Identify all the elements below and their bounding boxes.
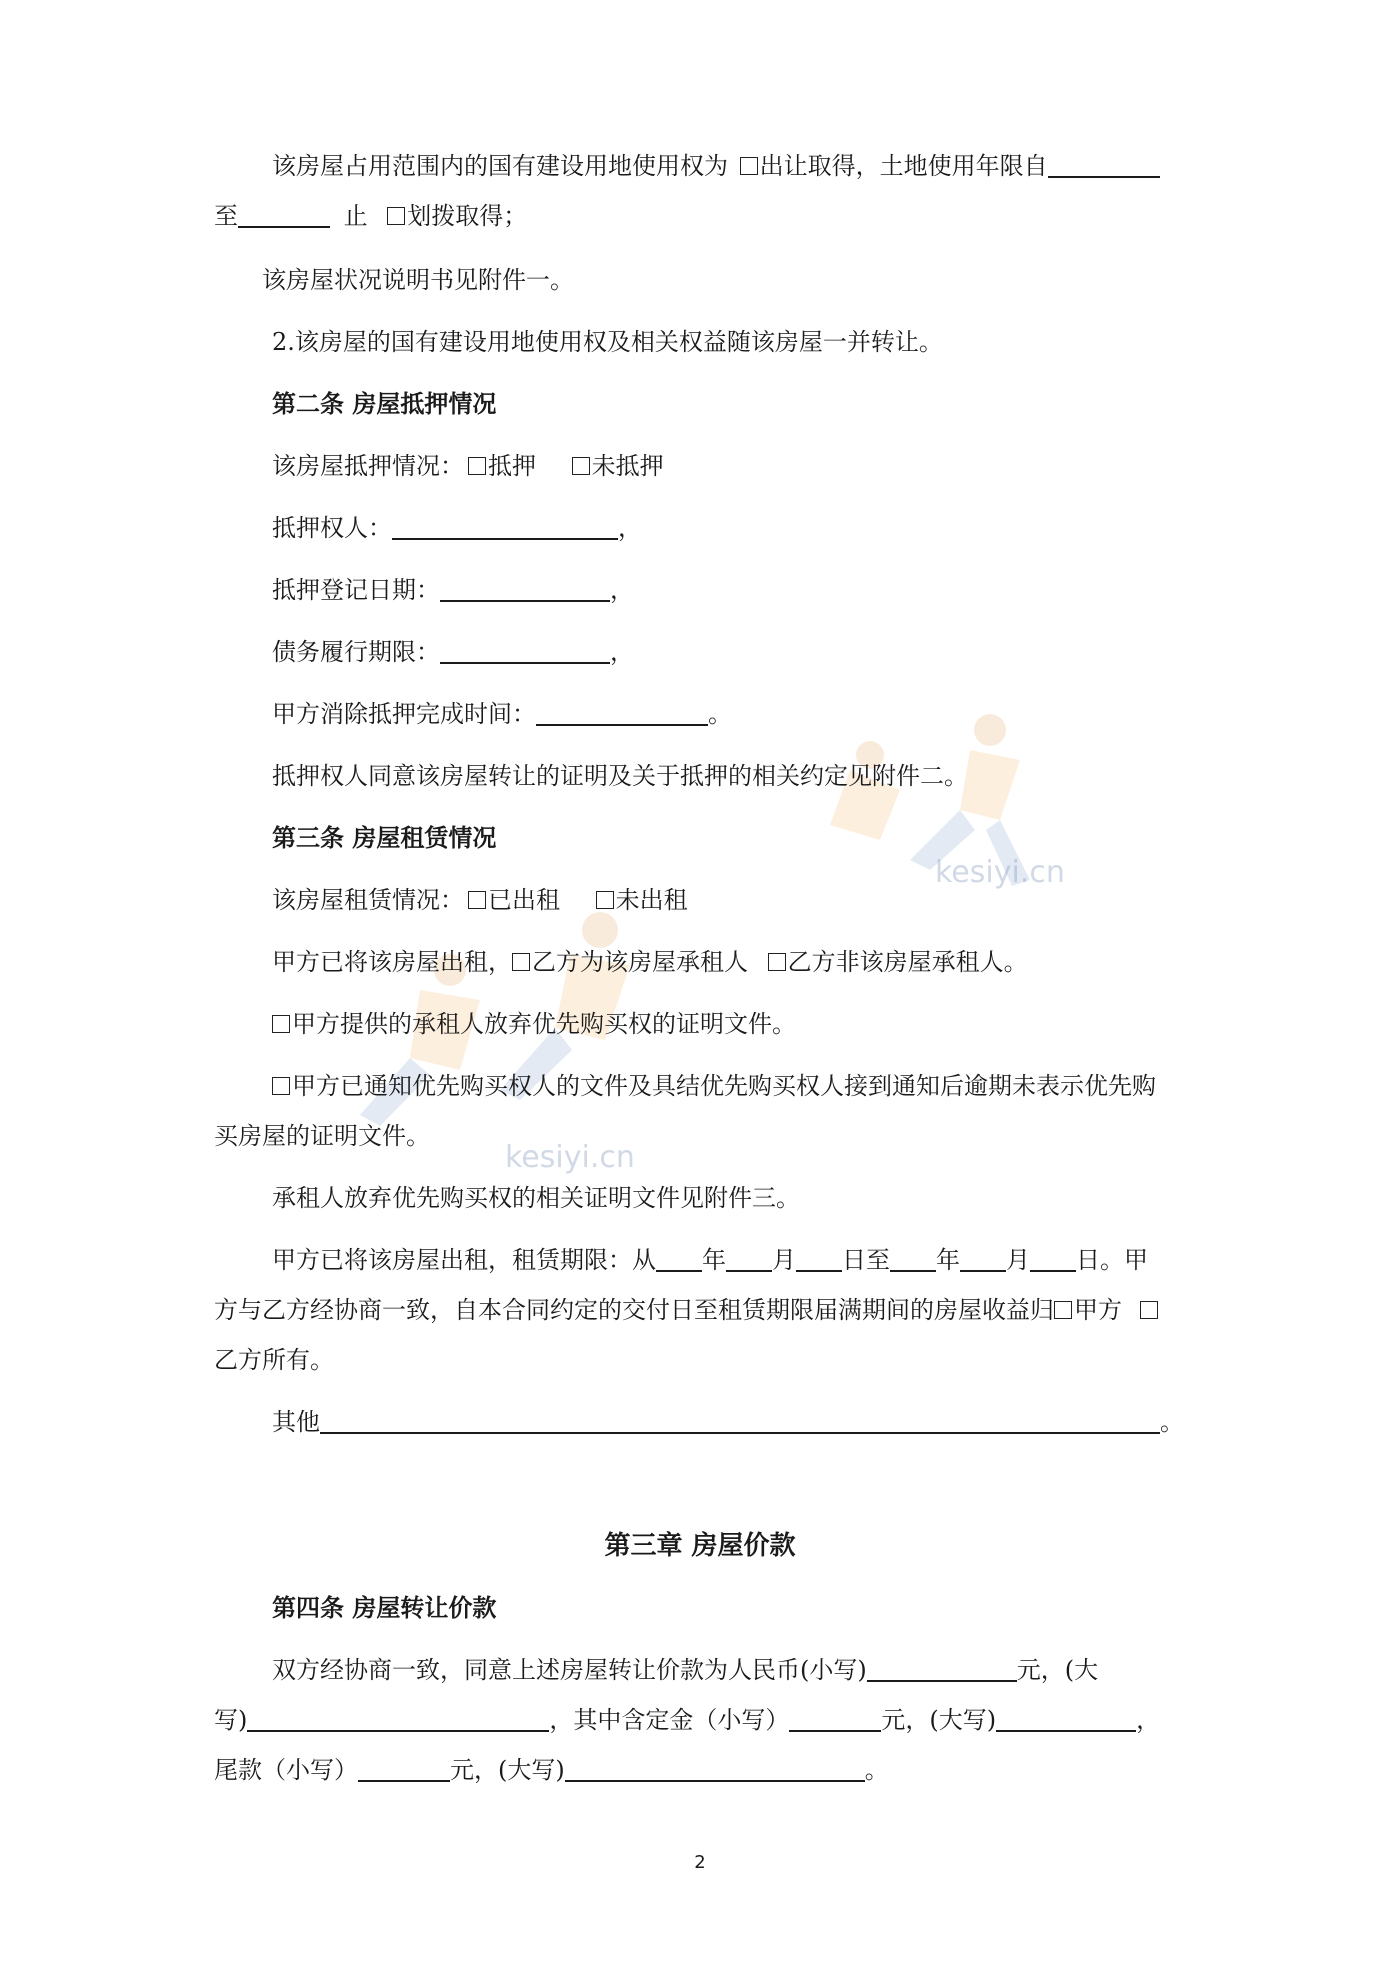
- other-line: 其他 。: [272, 1408, 1184, 1436]
- lease-status-line: 该房屋租赁情况： 已出租 未出租: [272, 886, 688, 914]
- attachment-2-note: 抵押权人同意该房屋转让的证明及关于抵押的相关约定见附件二。: [272, 762, 968, 790]
- watermark-text: kesiyi.cn: [935, 855, 1065, 890]
- lease-end-day-blank[interactable]: [1030, 1246, 1076, 1272]
- price-line-1: 双方经协商一致，同意上述房屋转让价款为人民币(小写) 元，(大: [272, 1656, 1099, 1684]
- checkbox-icon[interactable]: [468, 891, 486, 909]
- lease-period-line: 甲方已将该房屋出租，租赁期限：从 年 月 日至 年 月 日。甲: [272, 1246, 1148, 1274]
- checkbox-icon[interactable]: [572, 457, 590, 475]
- item-2-paragraph: 2.该房屋的国有建设用地使用权及相关权益随该房屋一并转让。: [272, 328, 943, 356]
- other-blank[interactable]: [320, 1408, 1160, 1434]
- checkbox-icon[interactable]: [272, 1077, 290, 1095]
- article-3-title: 第三条 房屋租赁情况: [272, 824, 497, 852]
- attachment-3-note: 承租人放弃优先购买权的相关证明文件见附件三。: [272, 1184, 800, 1212]
- deposit-small-blank[interactable]: [789, 1706, 881, 1732]
- notice-line-1: 甲方已通知优先购买权人的文件及具结优先购买权人接到通知后逾期未表示优先购: [272, 1070, 1156, 1102]
- income-line-1: 方与乙方经协商一致，自本合同约定的交付日至租赁期限届满期间的房屋收益归 甲方: [214, 1294, 1160, 1326]
- land-use-end-blank[interactable]: [238, 202, 330, 228]
- checkbox-icon[interactable]: [740, 157, 758, 175]
- release-time-line: 甲方消除抵押完成时间： 。: [272, 700, 732, 728]
- debt-term-line: 债务履行期限： ，: [272, 638, 634, 666]
- waiver-line: 甲方提供的承租人放弃优先购买权的证明文件。: [272, 1008, 796, 1040]
- price-capital-blank[interactable]: [247, 1706, 549, 1732]
- watermark-text: kesiyi.cn: [505, 1140, 635, 1175]
- mortgage-date-blank[interactable]: [440, 576, 610, 602]
- lease-start-day-blank[interactable]: [796, 1246, 842, 1272]
- release-time-blank[interactable]: [536, 700, 708, 726]
- mortgagee-blank[interactable]: [392, 514, 618, 540]
- mortgagee-line: 抵押权人： ，: [272, 514, 642, 542]
- lease-start-month-blank[interactable]: [726, 1246, 772, 1272]
- checkbox-icon[interactable]: [512, 953, 530, 971]
- checkbox-icon[interactable]: [596, 891, 614, 909]
- lease-end-year-blank[interactable]: [890, 1246, 936, 1272]
- checkbox-icon[interactable]: [272, 1015, 290, 1033]
- balance-capital-blank[interactable]: [565, 1756, 865, 1782]
- article-2-title: 第二条 房屋抵押情况: [272, 390, 497, 418]
- deposit-capital-blank[interactable]: [996, 1706, 1136, 1732]
- mortgage-date-line: 抵押登记日期： ，: [272, 576, 634, 604]
- checkbox-icon[interactable]: [468, 457, 486, 475]
- checkbox-icon[interactable]: [1054, 1301, 1072, 1319]
- article-4-title: 第四条 房屋转让价款: [272, 1594, 497, 1622]
- land-use-start-blank[interactable]: [1048, 152, 1160, 178]
- income-line-2: 乙方所有。: [214, 1346, 334, 1374]
- lease-start-year-blank[interactable]: [656, 1246, 702, 1272]
- tenant-line: 甲方已将该房屋出租， 乙方为该房屋承租人 乙方非该房屋承租人。: [272, 948, 1028, 976]
- page-number: 2: [694, 1852, 706, 1873]
- checkbox-icon[interactable]: [387, 207, 405, 225]
- checkbox-icon[interactable]: [1140, 1301, 1158, 1319]
- price-line-3: 尾款（小写） 元，(大写) 。: [214, 1756, 889, 1784]
- price-line-2: 写) ，其中含定金（小写） 元，(大写) ，: [214, 1706, 1161, 1734]
- lease-end-month-blank[interactable]: [960, 1246, 1006, 1272]
- mortgage-status-line: 该房屋抵押情况： 抵押 未抵押: [272, 452, 664, 480]
- price-small-blank[interactable]: [867, 1656, 1017, 1682]
- notice-line-2: 买房屋的证明文件。: [214, 1122, 430, 1150]
- attachment-1-note: 该房屋状况说明书见附件一。: [262, 266, 574, 294]
- balance-small-blank[interactable]: [358, 1756, 450, 1782]
- debt-term-blank[interactable]: [440, 638, 610, 664]
- chapter-3-title: 第三章 房屋价款: [604, 1531, 796, 1561]
- land-use-period-line: 至 止 划拨取得；: [214, 202, 528, 230]
- land-use-right-line: 该房屋占用范围内的国有建设用地使用权为 出让取得，土地使用年限自: [272, 150, 1160, 182]
- checkbox-icon[interactable]: [768, 953, 786, 971]
